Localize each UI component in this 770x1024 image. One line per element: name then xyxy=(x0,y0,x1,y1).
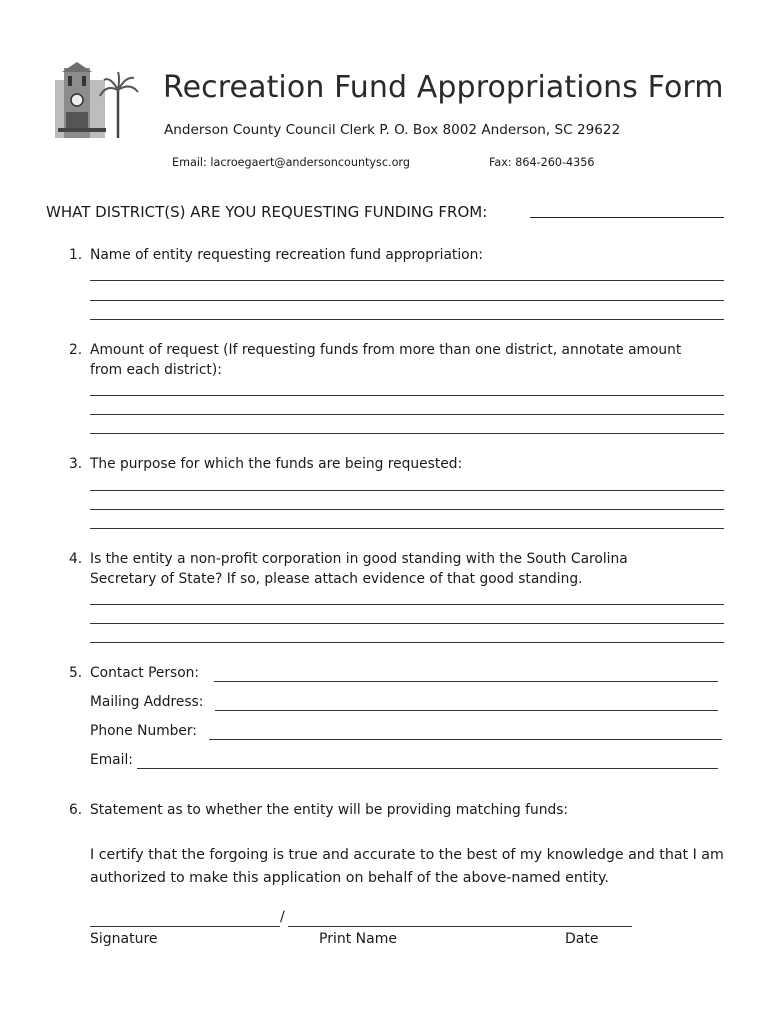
q2-text: Amount of request (If requesting funds from more than one district, annotate amount xyxy=(90,342,682,358)
q2-answer-line-2[interactable] xyxy=(90,414,724,415)
contact-fax: Fax: 864-260-4356 xyxy=(489,156,595,169)
form-title: Recreation Fund Appropriations Form xyxy=(163,70,724,105)
q6-number: 6. xyxy=(69,802,83,818)
q3-answer-line-3[interactable] xyxy=(90,528,724,529)
q3-number: 3. xyxy=(69,456,83,472)
q1-text: Name of entity requesting recreation fund appropriation: xyxy=(90,247,484,263)
certification-statement: I certify that the forgoing is true and accurate to the best of my knowledge and that I am authorized to make this application on behalf of the above-named entity. xyxy=(90,847,724,886)
signature-separator: / xyxy=(280,909,285,925)
q2-answer-line-3[interactable] xyxy=(90,433,724,434)
district-answer-line[interactable] xyxy=(530,217,724,218)
q4-text: Is the entity a non-profit corporation in good standing with the South Carolina xyxy=(90,551,628,567)
q4-answer-line-1[interactable] xyxy=(90,604,724,605)
q3-text: The purpose for which the funds are being requested: xyxy=(90,456,463,472)
email-field[interactable] xyxy=(137,768,718,769)
county-logo xyxy=(50,62,150,142)
phone-number-label: Phone Number: xyxy=(90,723,197,739)
q1-number: 1. xyxy=(69,247,83,263)
q3-answer-line-1[interactable] xyxy=(90,490,724,491)
q1-answer-line-2[interactable] xyxy=(90,300,724,301)
q5-number: 5. xyxy=(69,665,83,681)
q2-text-cont: from each district): xyxy=(90,362,222,378)
q3-answer-line-2[interactable] xyxy=(90,509,724,510)
district-prompt: WHAT DISTRICT(S) ARE YOU REQUESTING FUNDING FROM: xyxy=(46,203,488,221)
q2-answer-line-1[interactable] xyxy=(90,395,724,396)
date-label: Date xyxy=(565,931,599,947)
print-name-date-line[interactable] xyxy=(288,926,632,927)
clerk-address: Anderson County Council Clerk P. O. Box 8002 Anderson, SC 29622 xyxy=(164,122,621,138)
contact-email: Email: lacroegaert@andersoncountysc.org xyxy=(172,156,410,169)
print-name-label: Print Name xyxy=(319,931,397,947)
phone-number-field[interactable] xyxy=(209,739,722,740)
contact-person-label: Contact Person: xyxy=(90,665,200,681)
q6-text: Statement as to whether the entity will be providing matching funds: xyxy=(90,802,569,818)
mailing-address-label: Mailing Address: xyxy=(90,694,204,710)
q4-number: 4. xyxy=(69,551,83,567)
q1-answer-line-1[interactable] xyxy=(90,280,724,281)
q4-answer-line-3[interactable] xyxy=(90,642,724,643)
mailing-address-field[interactable] xyxy=(215,710,718,711)
signature-line[interactable] xyxy=(90,926,280,927)
q1-answer-line-3[interactable] xyxy=(90,319,724,320)
q4-answer-line-2[interactable] xyxy=(90,623,724,624)
contact-person-field[interactable] xyxy=(214,681,718,682)
q2-number: 2. xyxy=(69,342,83,358)
email-label: Email: xyxy=(90,752,133,768)
q4-text-cont: Secretary of State? If so, please attach evidence of that good standing. xyxy=(90,571,583,587)
signature-label: Signature xyxy=(90,931,158,947)
